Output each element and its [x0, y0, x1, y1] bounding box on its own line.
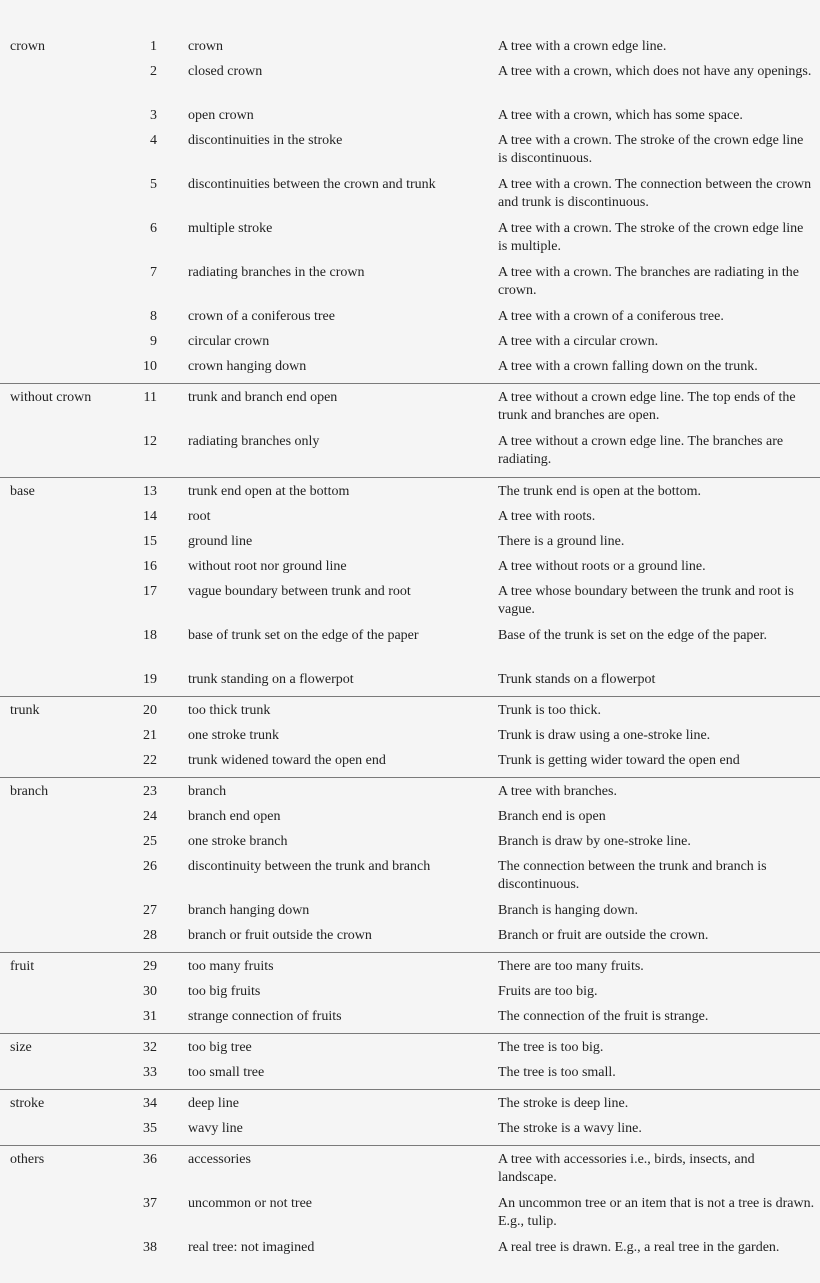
item-description: A tree with a crown. The stroke of the crown edge line is multiple. — [498, 221, 804, 254]
item-name: trunk end open at the bottom — [188, 484, 350, 499]
table-row — [0, 927, 820, 952]
item-number: 35 — [143, 1121, 157, 1136]
table-row — [0, 833, 820, 858]
item-number: 20 — [143, 703, 157, 718]
item-number: 24 — [143, 809, 157, 824]
item-description: A tree with a crown. The stroke of the crown edge line is discontinuous. — [498, 133, 804, 166]
item-name: discontinuity between the trunk and branch — [188, 859, 431, 874]
item-name: trunk widened toward the open end — [188, 753, 386, 768]
item-name: open crown — [188, 108, 254, 123]
item-description: The tree is too small. — [498, 1065, 616, 1080]
item-description: A tree without a crown edge line. The branches are radiating. — [498, 434, 784, 467]
item-name: multiple stroke — [188, 221, 273, 236]
item-name: uncommon or not tree — [188, 1196, 313, 1211]
item-number: 9 — [150, 334, 157, 349]
table-group — [0, 702, 820, 778]
item-name: crown — [188, 39, 223, 54]
item-description: A tree with a crown. The branches are radiating in the crown. — [498, 265, 800, 298]
item-name: too small tree — [188, 1065, 265, 1080]
item-number: 30 — [143, 984, 157, 999]
item-name: without root nor ground line — [188, 559, 347, 574]
item-description: An uncommon tree or an item that is not a tree is drawn. E.g., tulip. — [498, 1196, 815, 1229]
item-description: The connection between the trunk and branch is discontinuous. — [498, 859, 767, 892]
category-label: stroke — [10, 1096, 45, 1111]
item-name: crown hanging down — [188, 359, 307, 374]
item-description: A tree with a crown edge line. — [498, 39, 667, 54]
table-row — [0, 389, 820, 433]
item-description: Branch end is open — [498, 809, 606, 824]
table-row — [0, 783, 820, 808]
item-name: wavy line — [188, 1121, 243, 1136]
table-row — [0, 533, 820, 558]
table-row — [0, 176, 820, 220]
table-group — [0, 38, 820, 384]
item-name: crown of a coniferous tree — [188, 309, 335, 324]
item-description: Trunk stands on a flowerpot — [498, 672, 656, 687]
table-row — [0, 264, 820, 308]
item-number: 34 — [143, 1096, 157, 1111]
table-group — [0, 1039, 820, 1090]
table-row — [0, 308, 820, 333]
item-name: discontinuities between the crown and trunk — [188, 177, 436, 192]
table-row — [0, 433, 820, 477]
category-label: branch — [10, 784, 49, 799]
item-name: branch or fruit outside the crown — [188, 928, 372, 943]
table-row — [0, 107, 820, 132]
item-description: A tree with branches. — [498, 784, 617, 799]
table-row — [0, 333, 820, 358]
item-number: 3 — [150, 108, 157, 123]
table-row — [0, 1151, 820, 1195]
item-number: 11 — [143, 390, 157, 405]
item-description: A real tree is drawn. E.g., a real tree in the garden. — [498, 1240, 780, 1255]
item-description: A tree with a crown falling down on the trunk. — [498, 359, 758, 374]
item-description: Branch is draw by one-stroke line. — [498, 834, 691, 849]
item-number: 13 — [143, 484, 157, 499]
table-row — [0, 1239, 820, 1283]
table-row — [0, 983, 820, 1008]
item-name: radiating branches only — [188, 434, 320, 449]
table-row — [0, 671, 820, 696]
item-description: A tree whose boundary between the trunk and root is vague. — [498, 584, 794, 617]
table-row — [0, 558, 820, 583]
item-description: The tree is too big. — [498, 1040, 604, 1055]
table-row — [0, 902, 820, 927]
item-name: circular crown — [188, 334, 270, 349]
table-group — [0, 783, 820, 953]
table-row — [0, 1008, 820, 1033]
item-number: 26 — [143, 859, 157, 874]
item-name: discontinuities in the stroke — [188, 133, 343, 148]
table-group — [0, 958, 820, 1034]
item-description: The stroke is a wavy line. — [498, 1121, 642, 1136]
item-number: 36 — [143, 1152, 157, 1167]
item-name: branch — [188, 784, 227, 799]
table-group — [0, 1151, 820, 1283]
table-row — [0, 38, 820, 63]
item-description: A tree with accessories i.e., birds, insects, and landscape. — [498, 1152, 755, 1185]
table-row — [0, 727, 820, 752]
item-description: A tree with roots. — [498, 509, 596, 524]
item-description: Trunk is draw using a one-stroke line. — [498, 728, 711, 743]
item-name: trunk and branch end open — [188, 390, 338, 405]
table-row — [0, 1039, 820, 1064]
item-description: Base of the trunk is set on the edge of the paper. — [498, 628, 768, 643]
table-group — [0, 389, 820, 478]
table-group — [0, 1095, 820, 1146]
item-number: 5 — [150, 177, 157, 192]
item-number: 32 — [143, 1040, 157, 1055]
table-group — [0, 483, 820, 697]
item-number: 10 — [143, 359, 157, 374]
item-number: 25 — [143, 834, 157, 849]
item-number: 2 — [150, 64, 157, 79]
item-description: There is a ground line. — [498, 534, 625, 549]
category-label: base — [10, 484, 35, 499]
table-row — [0, 858, 820, 902]
table-row — [0, 1064, 820, 1089]
table-row — [0, 63, 820, 107]
item-name: too many fruits — [188, 959, 274, 974]
category-label: others — [10, 1152, 45, 1167]
item-name: root — [188, 509, 211, 524]
item-description: Branch is hanging down. — [498, 903, 638, 918]
item-number: 31 — [143, 1009, 157, 1024]
item-description: The connection of the fruit is strange. — [498, 1009, 709, 1024]
table-row — [0, 752, 820, 777]
table-row — [0, 483, 820, 508]
item-number: 37 — [143, 1196, 157, 1211]
item-number: 27 — [143, 903, 157, 918]
item-number: 1 — [150, 39, 157, 54]
item-name: deep line — [188, 1096, 239, 1111]
item-description: A tree with a crown, which has some space. — [498, 108, 743, 123]
item-name: ground line — [188, 534, 253, 549]
table-row — [0, 132, 820, 176]
item-description: A tree with a circular crown. — [498, 334, 659, 349]
table-row — [0, 508, 820, 533]
table-row — [0, 627, 820, 671]
item-description: There are too many fruits. — [498, 959, 644, 974]
item-description: A tree without roots or a ground line. — [498, 559, 706, 574]
item-name: real tree: not imagined — [188, 1240, 315, 1255]
category-label: fruit — [10, 959, 35, 974]
item-description: A tree without a crown edge line. The top ends of the trunk and branches are open. — [498, 390, 796, 423]
item-number: 18 — [143, 628, 157, 643]
item-name: too big tree — [188, 1040, 252, 1055]
item-number: 12 — [143, 434, 157, 449]
item-description: Branch or fruit are outside the crown. — [498, 928, 709, 943]
item-number: 19 — [143, 672, 157, 687]
category-label: crown — [10, 39, 45, 54]
table-row — [0, 958, 820, 983]
item-name: strange connection of fruits — [188, 1009, 342, 1024]
item-description: The stroke is deep line. — [498, 1096, 629, 1111]
item-number: 15 — [143, 534, 157, 549]
item-name: radiating branches in the crown — [188, 265, 365, 280]
item-number: 28 — [143, 928, 157, 943]
item-number: 16 — [143, 559, 157, 574]
item-number: 38 — [143, 1240, 157, 1255]
item-description: Trunk is too thick. — [498, 703, 601, 718]
item-description: Fruits are too big. — [498, 984, 598, 999]
item-number: 14 — [143, 509, 157, 524]
item-name: base of trunk set on the edge of the paper — [188, 628, 419, 643]
item-description: A tree with a crown, which does not have any openings. — [498, 64, 812, 79]
item-number: 4 — [150, 133, 157, 148]
table-row — [0, 220, 820, 264]
category-label: size — [10, 1040, 32, 1055]
item-name: too thick trunk — [188, 703, 271, 718]
item-number: 21 — [143, 728, 157, 743]
item-name: trunk standing on a flowerpot — [188, 672, 354, 687]
item-description: A tree with a crown. The connection between the crown and trunk is discontinuous. — [498, 177, 812, 210]
item-description: The trunk end is open at the bottom. — [498, 484, 701, 499]
item-number: 29 — [143, 959, 157, 974]
item-number: 23 — [143, 784, 157, 799]
item-number: 17 — [143, 584, 157, 599]
table-row — [0, 808, 820, 833]
item-name: branch end open — [188, 809, 281, 824]
table-row — [0, 1095, 820, 1120]
item-name: too big fruits — [188, 984, 261, 999]
item-description: A tree with a crown of a coniferous tree. — [498, 309, 724, 324]
item-number: 6 — [150, 221, 157, 236]
item-number: 33 — [143, 1065, 157, 1080]
table-row — [0, 583, 820, 627]
table-row — [0, 1120, 820, 1145]
category-label: without crown — [10, 390, 92, 405]
item-number: 22 — [143, 753, 157, 768]
item-description: Trunk is getting wider toward the open end — [498, 753, 740, 768]
table-row — [0, 702, 820, 727]
category-label: trunk — [10, 703, 40, 718]
item-name: vague boundary between trunk and root — [188, 584, 411, 599]
item-number: 7 — [150, 265, 157, 280]
item-name: one stroke branch — [188, 834, 288, 849]
item-name: one stroke trunk — [188, 728, 279, 743]
item-name: branch hanging down — [188, 903, 310, 918]
item-number: 8 — [150, 309, 157, 324]
item-name: accessories — [188, 1152, 251, 1167]
table-row — [0, 1195, 820, 1239]
table-row — [0, 358, 820, 383]
item-name: closed crown — [188, 64, 263, 79]
